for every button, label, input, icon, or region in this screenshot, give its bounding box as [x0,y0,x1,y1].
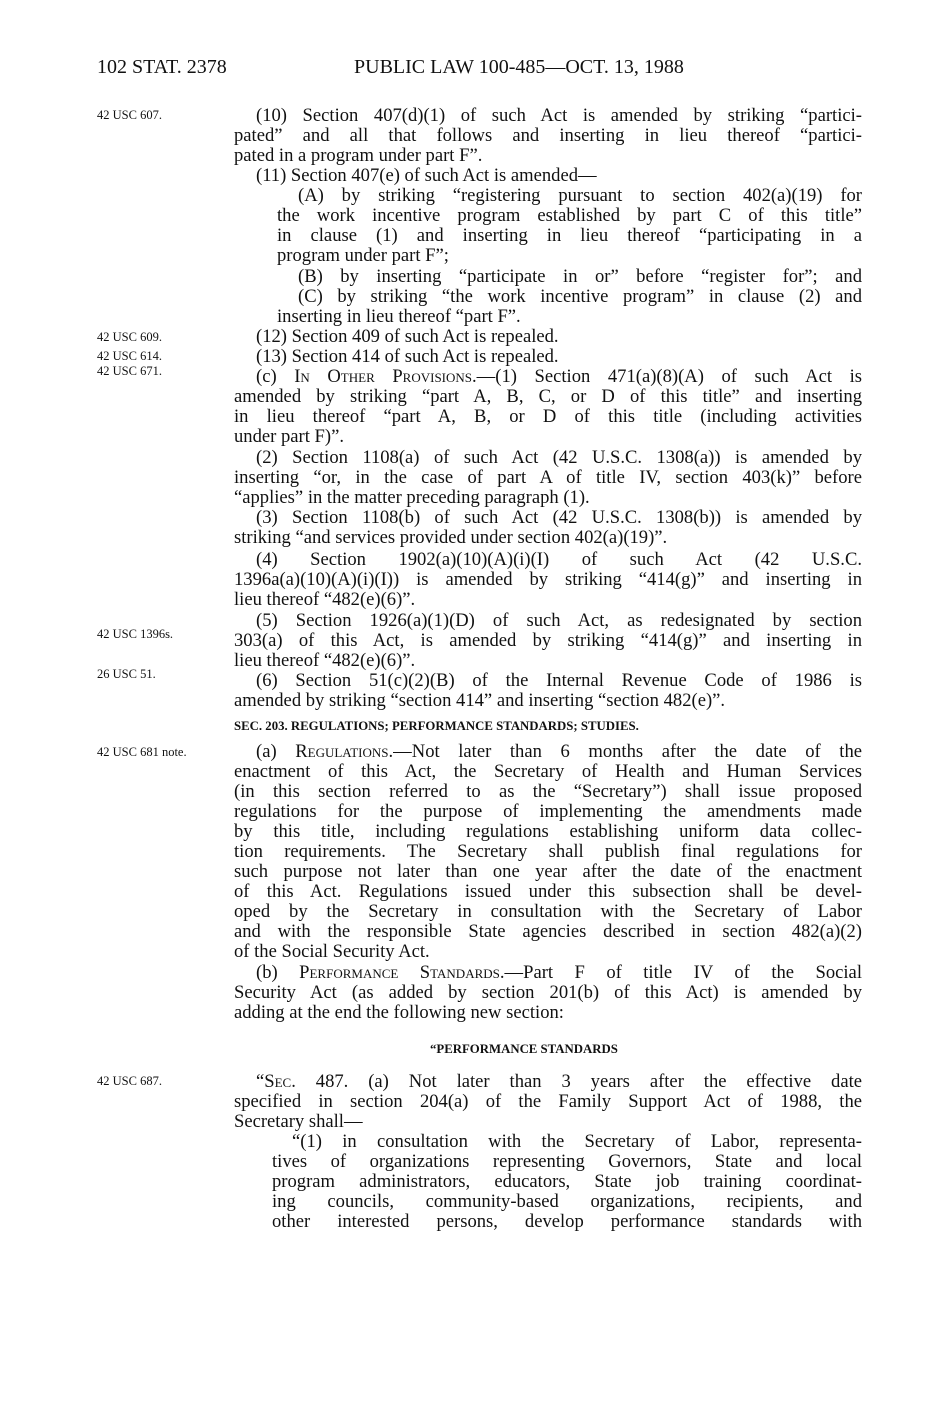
text-line: (13) Section 414 of such Act is repealed. [256,346,559,367]
text-line: “(1) in consultation with the Secretary of Labor, representa- [292,1131,862,1152]
text-line: tives of organizations representing Governors, State and local [272,1151,862,1172]
margin-note: 42 USC 671. [97,364,162,378]
margin-note: 26 USC 51. [97,667,156,681]
text-line: such purpose not later than one year after the date of the enactment [234,861,862,882]
text-line: of this Act. Regulations issued under this subsection shall be devel- [234,881,862,902]
text-line: ing councils, community-based organizations, recipients, and [272,1191,862,1212]
text-line: inserting “or, in the case of part A of title IV, section 403(k)” before [234,467,862,488]
text-line: Security Act (as added by section 201(b) of this Act) is amended by [234,982,862,1003]
margin-note: 42 USC 1396s. [97,627,174,641]
subsection-heading: Performance Standards [299,962,500,983]
text-line: regulations for the purpose of implementing the amendments made [234,801,862,822]
margin-note: 42 USC 681 note. [97,745,187,759]
text-line: specified in section 204(a) of the Family Support Act of 1988, the [234,1091,862,1112]
text-line: (b) Performance Standards.—Part F of title IV of the Social [256,962,862,983]
text-line: (C) by striking “the work incentive program” in clause (2) and [298,286,862,307]
margin-note: 42 USC 609. [97,330,162,344]
subsection-heading: Regulations [295,741,389,762]
text-line: (in this section referred to as the “Secretary”) shall issue proposed [234,781,862,802]
text-line: “applies” in the matter preceding paragraph (1). [234,487,590,508]
text-line: tion requirements. The Secretary shall publish final regulations for [234,841,862,862]
stat-citation: 102 STAT. 2378 [97,56,227,78]
text-line: (10) Section 407(d)(1) of such Act is amended by striking “partici- [256,105,862,126]
text-line: in lieu thereof “part A, B, or D of this title (including activities [234,406,862,427]
text-line: Secretary shall— [234,1111,363,1132]
text-line: striking “and services provided under section 402(a)(19)”. [234,527,668,548]
text-line: pated” and all that follows and inserting in lieu thereof “partici- [234,125,862,146]
text-line: inserting in lieu thereof “part F”. [277,306,521,327]
text-line: amended by striking “part A, B, C, or D of this title” and inserting [234,386,862,407]
text-line: in clause (1) and inserting in lieu thereof “participating in a [277,225,862,246]
text-line: pated in a program under part F”. [234,145,483,166]
text-line: under part F)”. [234,426,344,447]
text-line: lieu thereof “482(e)(6)”. [234,650,416,671]
text-line: (B) by inserting “participate in or” before “register for”; and [298,266,862,287]
section-heading: SEC. 203. REGULATIONS; PERFORMANCE STANDARDS; STUDIES. [234,719,639,733]
margin-note: 42 USC 614. [97,349,162,363]
text-line: (11) Section 407(e) of such Act is amended— [256,165,597,186]
text-line: program administrators, educators, State job training coordinat- [272,1171,862,1192]
centered-heading: “PERFORMANCE STANDARDS [430,1042,618,1056]
text-line: lieu thereof “482(e)(6)”. [234,589,416,610]
text-line: 1396a(a)(10)(A)(i)(I)) is amended by striking “414(g)” and inserting in [234,569,862,590]
text-line: and with the responsible State agencies described in section 482(a)(2) [234,921,862,942]
text-line: (a) Regulations.—Not later than 6 months after the date of the [256,741,862,762]
text-line: program under part F”; [277,245,449,266]
text-line: by this title, including regulations establishing uniform data collec- [234,821,862,842]
text-line: of the Social Security Act. [234,941,430,962]
text-line: oped by the Secretary in consultation with the Secretary of Labor [234,901,862,922]
text-line: (12) Section 409 of such Act is repealed. [256,326,559,347]
text-line: amended by striking “section 414” and inserting “section 482(e)”. [234,690,726,711]
text-line: (6) Section 51(c)(2)(B) of the Internal Revenue Code of 1986 is [256,670,862,691]
text-line: adding at the end the following new section: [234,1002,564,1023]
margin-note: 42 USC 607. [97,108,162,122]
text-line: 303(a) of this Act, is amended by striking “414(g)” and inserting in [234,630,862,651]
text-line: (A) by striking “registering pursuant to section 402(a)(19) for [298,185,862,206]
text-line: (5) Section 1926(a)(1)(D) of such Act, as redesignated by section [256,610,862,631]
text-line: the work incentive program established by part C of this title” [277,205,862,226]
text-line: (c) In Other Provisions.—(1) Section 471(a)(8)(A) of such Act is [256,366,862,387]
text-line: (4) Section 1902(a)(10)(A)(i)(I) of such Act (42 U.S.C. [256,549,862,570]
margin-note: 42 USC 687. [97,1074,162,1088]
public-law-title: PUBLIC LAW 100-485—OCT. 13, 1988 [354,56,684,78]
text-line: enactment of this Act, the Secretary of Health and Human Services [234,761,862,782]
text-line: (2) Section 1108(a) of such Act (42 U.S.C. 1308(a)) is amended by [256,447,862,468]
text-line: other interested persons, develop performance standards with [272,1211,862,1232]
section-label: Sec [264,1071,292,1092]
subsection-heading: In Other Provisions [294,366,473,387]
text-line: (3) Section 1108(b) of such Act (42 U.S.C. 1308(b)) is amended by [256,507,862,528]
text-line: “Sec. 487. (a) Not later than 3 years after the effective date [256,1071,862,1092]
